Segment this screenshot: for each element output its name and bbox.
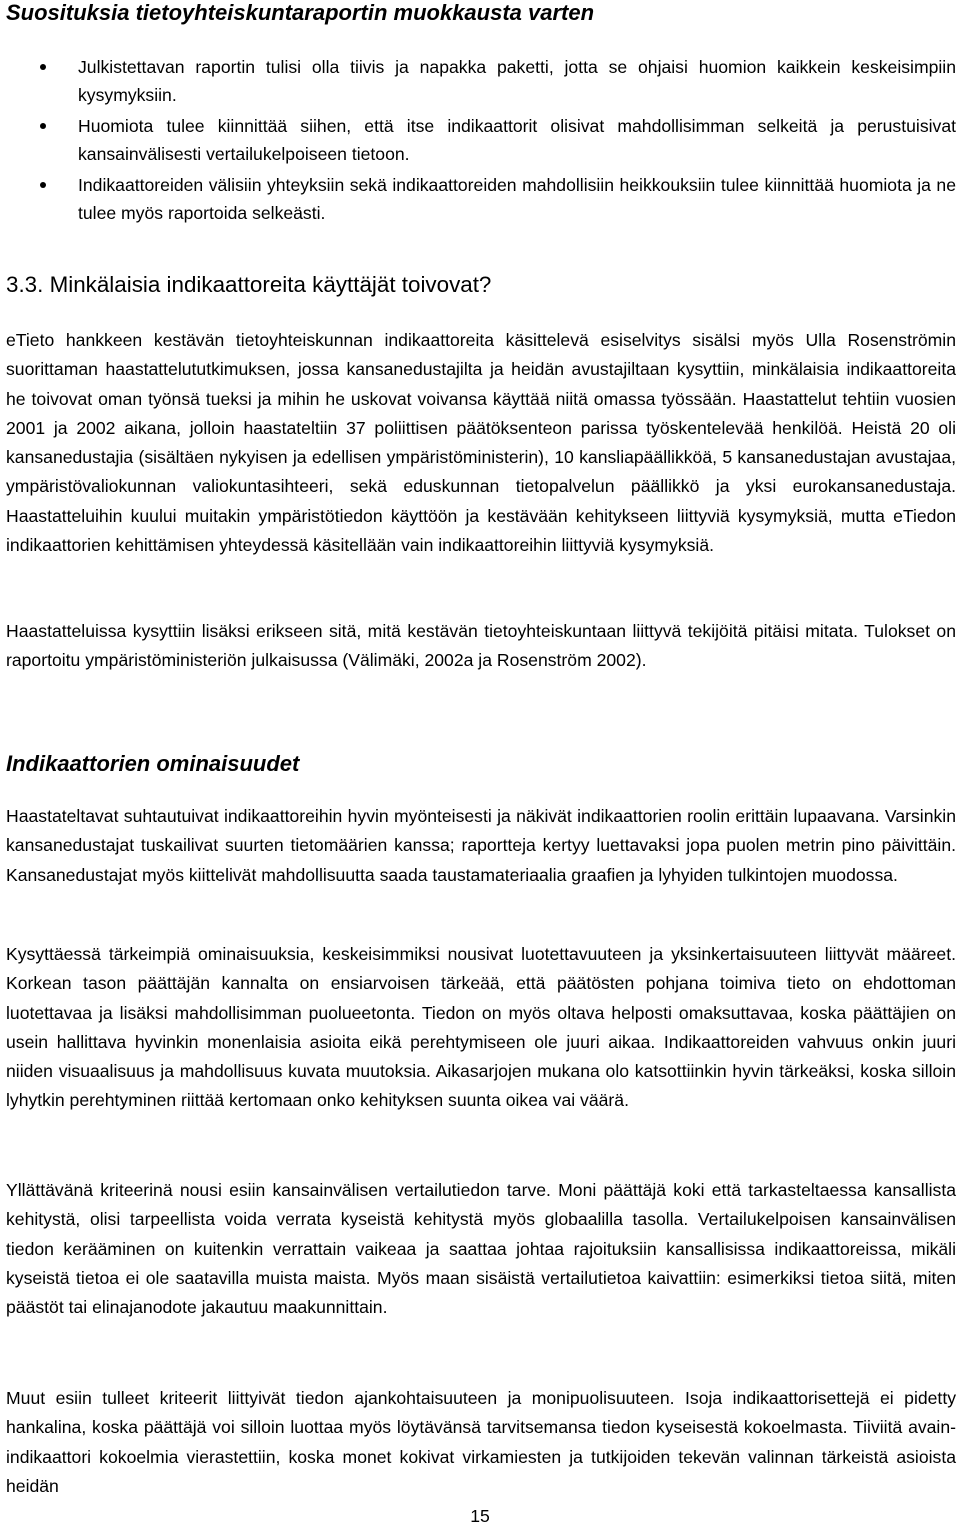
sub-heading: Indikaattorien ominaisuudet xyxy=(6,751,300,776)
bullet-icon xyxy=(40,123,46,129)
paragraph: Muut esiin tulleet kriteerit liittyivät tiedon ajankohtaisuuteen ja monipuolisuuteen. Isoja indikaattorisettejä ei pidetty hankalina, koska päättäjä voi silloin luottaa myös löytävänsä tarvitsemansa tiedon kyseisestä kokoelmasta. Tiiviitä avain-indikaattori kokoelmia vierastettiin, koska monet kokivat virkamiesten ja tutkijoiden tekevän valinnan tärkeistä asioista heidän xyxy=(6,1388,956,1496)
list-item xyxy=(6,171,956,227)
section-heading: 3.3. Minkälaisia indikaattoreita käyttäjät toivovat? xyxy=(6,272,492,297)
paragraph: Haastateltavat suhtautuivat indikaattoreihin hyvin myönteisesti ja näkivät indikaattorien roolin erittäin lupaavana. Varsinkin kansanedustajat tuskailivat suurten tietomäärien kanssa; raportteja kertyy luettavaksi jopa puolen metrin pino päivittäin. Kansanedustajat myös kiittelivät mahdollisuutta saada taustamateriaalia graafien ja lyhyiden tulkintojen muodossa. xyxy=(6,806,956,885)
paragraph: Yllättävänä kriteerinä nousi esiin kansainvälisen vertailutiedon tarve. Moni päättäjä koki että tarkasteltaessa kansallista kehitystä, olisi tarpeellista voida verrata kyseistä kehitystä myös globaalilla tasolla. Vertailukelpoisen kansainvälisen tiedon kerääminen on kuitenkin verrattain vaikeaa ja saattaa johtaa rajoituksiin kansallisissa indikaattoreissa, mikäli kyseistä tietoa ei ole saatavilla muista maista. Myös maan sisäistä vertailutietoa kaivattiin: esimerkiksi tietoa siitä, miten päästöt tai elinajanodote jakautuu maakunnittain. xyxy=(6,1180,956,1318)
paragraph: eTieto hankkeen kestävän tietoyhteiskunnan indikaattoreita käsittelevä esiselvitys sisälsi myös Ulla Rosenströmin suorittaman haastattelututkimuksen, jossa kansanedustajilta ja heidän avustajiltaan kysyttiin, minkälaisia indikaattoreita he toivovat oman työnsä tueksi ja mihin he uskovat voivansa käyttää niitä omassa työssään. Haastattelut tehtiin vuosien 2001 ja 2002 aikana, jolloin haastateltiin 37 poliittisen päätöksenteon parissa työskentelevää henkilöä. Heistä 20 oli kansanedustajia (sisältäen nykyisen ja edellisen ympäristöministerin), 10 kansliapäällikköä, 5 kansanedustajan avustajaa, ympäristövaliokunnan valiokuntasihteeri, sekä eduskunnan tietopalvelun päällikkö ja yksi eurokansanedustaja. Haastatteluihin kuului muitakin ympäristötiedon käyttöön ja kestävään kehitykseen liittyviä kysymyksiä, mutta eTiedon indikaattorien kehittämisen yhteydessä käsitellään vain indikaattoreihin liittyviä kysymyksiä. xyxy=(6,330,956,556)
paragraph: Kysyttäessä tärkeimpiä ominaisuuksia, keskeisimmiksi nousivat luotettavuuteen ja yksinkertaisuuteen liittyvät määreet. Korkean tason päättäjän kannalta on ensiarvoisen tärkeää, että päätösten pohjana toimiva tieto on ehdottoman luotettavaa ja lisäksi mahdollisimman puolueetonta. Tiedon on myös oltava helposti omaksuttavaa, koska päättäjien on usein hallittava hyvinkin monenlaisia asioita eikä perehtymiseen ole juuri aikaa. Indikaattoreiden vahvuus onkin juuri niiden visuaalisuus ja mahdollisuus kuvata muutoksia. Aikasarjojen mukana olo katsottiinkin hyvin tärkeäksi, koska silloin lyhytkin perehtyminen riittää kertomaan onko kehityksen suunta oikea vai väärä. xyxy=(6,944,956,1111)
recommendations-heading: Suosituksia tietoyhteiskuntaraportin muokkausta varten xyxy=(6,0,595,25)
recommendations-list xyxy=(6,53,956,230)
bullet-icon xyxy=(40,64,46,70)
list-item xyxy=(6,112,956,168)
list-item xyxy=(6,53,956,109)
bullet-icon xyxy=(40,182,46,188)
list-item-text: Julkistettavan raportin tulisi olla tiivis ja napakka paketti, jotta se ohjaisi huomion kaikkein keskeisimpiin kysymyksiin. xyxy=(78,57,956,105)
list-item-text: Indikaattoreiden välisiin yhteyksiin sekä indikaattoreiden mahdollisiin heikkouksiin tulee kiinnittää huomiota ja ne tulee myös raportoida selkeästi. xyxy=(78,175,956,223)
paragraph: Haastatteluissa kysyttiin lisäksi erikseen sitä, mitä kestävän tietoyhteiskuntaan liittyvä tekijöitä pitäisi mitata. Tulokset on raportoitu ympäristöministeriön julkaisussa (Välimäki, 2002a ja Rosenström 2002). xyxy=(6,621,956,671)
page-number: 15 xyxy=(470,1506,490,1526)
list-item-text: Huomiota tulee kiinnittää siihen, että itse indikaattorit olisivat mahdollisimman selkeitä ja perustuisivat kansainvälisesti vertailukelpoiseen tietoon. xyxy=(78,116,956,164)
